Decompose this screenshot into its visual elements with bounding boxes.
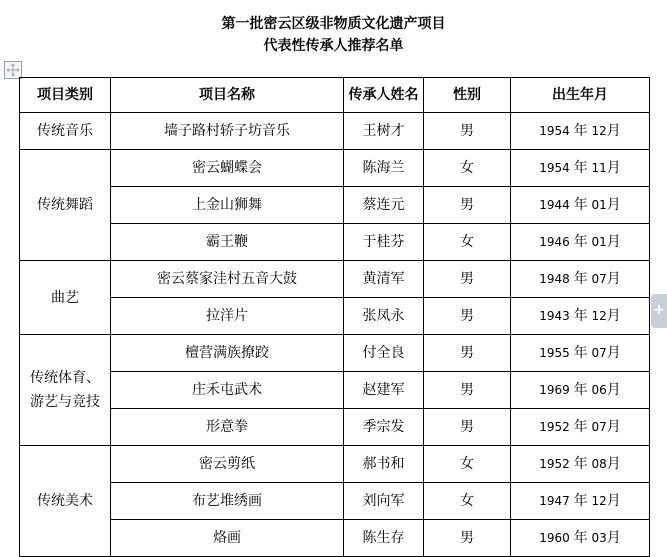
birth-month: 12 (591, 124, 607, 138)
birth-month: 12 (591, 494, 607, 508)
project-cell: 密云蔡家洼村五音大鼓 (111, 261, 344, 298)
project-cell: 墙子路村轿子坊音乐 (111, 113, 344, 150)
table-row (20, 335, 650, 372)
year-unit: 年 (573, 271, 588, 287)
birth-month: 07 (591, 346, 607, 360)
inheritor-name-cell: 付全良 (344, 335, 424, 372)
project-cell: 烙画 (111, 520, 344, 557)
table-row (20, 224, 650, 261)
gender-cell: 男 (424, 409, 511, 446)
birth-month: 08 (591, 457, 607, 471)
header-name: 传承人姓名 (344, 78, 424, 113)
gender-cell: 女 (424, 224, 511, 261)
birth-year: 1952 (539, 457, 570, 471)
project-cell: 布艺堆绣画 (111, 483, 344, 520)
year-unit: 年 (573, 160, 588, 176)
project-cell: 密云蝴蝶会 (111, 150, 344, 187)
side-expand-tab[interactable] (651, 294, 667, 328)
birth-date-cell (511, 372, 650, 409)
table-row (20, 483, 650, 520)
birth-year: 1943 (539, 309, 570, 323)
month-unit: 月 (606, 197, 621, 213)
project-cell: 檀营满族撩跤 (111, 335, 344, 372)
month-unit: 月 (606, 308, 621, 324)
gender-cell: 男 (424, 298, 511, 335)
year-unit: 年 (573, 123, 588, 139)
table-row (20, 372, 650, 409)
birth-date-cell (511, 446, 650, 483)
inheritor-name-cell: 王树才 (344, 113, 424, 150)
inheritor-name-cell: 季宗发 (344, 409, 424, 446)
table-row (20, 261, 650, 298)
birth-year: 1952 (539, 420, 570, 434)
gender-cell: 男 (424, 113, 511, 150)
year-unit: 年 (573, 345, 588, 361)
month-unit: 月 (606, 271, 621, 287)
header-birth: 出生年月 (511, 78, 650, 113)
category-cell (20, 335, 111, 446)
birth-year: 1954 (539, 124, 570, 138)
category-cell: 传统舞蹈 (20, 150, 111, 261)
year-unit: 年 (573, 382, 588, 398)
gender-cell: 男 (424, 187, 511, 224)
category-line-1: 传统体育、 (30, 370, 100, 386)
year-unit: 年 (573, 197, 588, 213)
inheritor-name-cell: 陈海兰 (344, 150, 424, 187)
birth-month: 06 (591, 383, 607, 397)
month-unit: 月 (606, 345, 621, 361)
project-cell: 上金山狮舞 (111, 187, 344, 224)
header-gender: 性别 (424, 78, 511, 113)
month-unit: 月 (606, 123, 621, 139)
project-cell: 形意拳 (111, 409, 344, 446)
month-unit: 月 (606, 160, 621, 176)
birth-date-cell (511, 335, 650, 372)
birth-month: 01 (591, 235, 607, 249)
month-unit: 月 (606, 493, 621, 509)
inheritor-name-cell: 刘向军 (344, 483, 424, 520)
header-project: 项目名称 (111, 78, 344, 113)
birth-year: 1960 (539, 531, 570, 545)
year-unit: 年 (573, 493, 588, 509)
gender-cell: 女 (424, 150, 511, 187)
category-cell: 传统音乐 (20, 113, 111, 150)
category-cell: 曲艺 (20, 261, 111, 335)
gender-cell: 男 (424, 335, 511, 372)
birth-month: 03 (591, 531, 607, 545)
birth-date-cell (511, 483, 650, 520)
birth-year: 1969 (539, 383, 570, 397)
gender-cell: 女 (424, 446, 511, 483)
year-unit: 年 (573, 530, 588, 546)
inheritor-name-cell: 郝书和 (344, 446, 424, 483)
table-row (20, 409, 650, 446)
gender-cell: 男 (424, 372, 511, 409)
birth-month: 01 (591, 198, 607, 212)
table-header-row (20, 78, 650, 113)
year-unit: 年 (573, 308, 588, 324)
inheritor-name-cell: 陈生存 (344, 520, 424, 557)
project-cell: 拉洋片 (111, 298, 344, 335)
birth-month: 07 (591, 420, 607, 434)
heritage-table (19, 77, 650, 557)
birth-date-cell (511, 224, 650, 261)
birth-date-cell (511, 261, 650, 298)
project-cell: 密云剪纸 (111, 446, 344, 483)
gender-cell: 女 (424, 483, 511, 520)
birth-month: 11 (591, 161, 607, 175)
gender-cell: 男 (424, 520, 511, 557)
table-row (20, 520, 650, 557)
table-row (20, 150, 650, 187)
birth-date-cell (511, 298, 650, 335)
table-row (20, 298, 650, 335)
birth-date-cell (511, 520, 650, 557)
inheritor-name-cell: 黄清军 (344, 261, 424, 298)
project-cell: 霸王鞭 (111, 224, 344, 261)
month-unit: 月 (606, 456, 621, 472)
inheritor-name-cell: 张凤永 (344, 298, 424, 335)
table-row (20, 446, 650, 483)
header-category: 项目类别 (20, 78, 111, 113)
birth-date-cell (511, 150, 650, 187)
month-unit: 月 (606, 234, 621, 250)
category-cell: 传统美术 (20, 446, 111, 557)
plus-icon: + (653, 302, 665, 318)
document-subtitle: 代表性传承人推荐名单 (263, 38, 404, 54)
birth-date-cell (511, 113, 650, 150)
month-unit: 月 (606, 382, 621, 398)
birth-year: 1946 (539, 235, 570, 249)
year-unit: 年 (573, 456, 588, 472)
inheritor-name-cell: 于桂芬 (344, 224, 424, 261)
birth-year: 1944 (539, 198, 570, 212)
inheritor-name-cell: 赵建军 (344, 372, 424, 409)
project-cell: 庄禾屯武术 (111, 372, 344, 409)
birth-date-cell (511, 409, 650, 446)
year-unit: 年 (573, 234, 588, 250)
inheritor-name-cell: 蔡连元 (344, 187, 424, 224)
birth-month: 12 (591, 309, 607, 323)
month-unit: 月 (606, 419, 621, 435)
year-unit: 年 (573, 419, 588, 435)
document-title: 第一批密云区级非物质文化遗产项目 (221, 16, 446, 32)
table-row (20, 113, 650, 150)
birth-month: 07 (591, 272, 607, 286)
birth-date-cell (511, 187, 650, 224)
table-row (20, 187, 650, 224)
month-unit: 月 (606, 530, 621, 546)
birth-year: 1947 (539, 494, 570, 508)
birth-year: 1948 (539, 272, 570, 286)
category-line-2: 游艺与竞技 (30, 394, 100, 410)
birth-year: 1954 (539, 161, 570, 175)
birth-year: 1955 (539, 346, 570, 360)
gender-cell: 男 (424, 261, 511, 298)
